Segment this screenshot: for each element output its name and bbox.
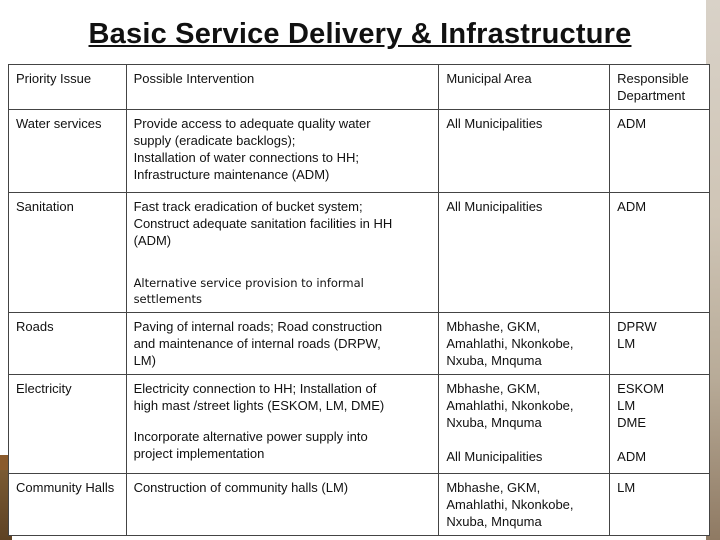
cell-issue: Community Halls [9,474,127,536]
table-row-sanitation [9,193,710,313]
dept-line-secondary: ADM [617,449,647,464]
area-line: Nxuba, Mnquma [446,353,542,368]
cell-issue: Electricity [9,375,127,474]
intervention-line: Construct adequate sanitation facilities in HH [133,216,393,231]
table-row-roads [9,313,710,375]
cell-dept: ADM [610,110,710,193]
dept-line: DME [617,415,647,430]
area-line: Amahlathi, Nkonkobe, [446,336,574,351]
intervention-line: Infrastructure maintenance (ADM) [133,167,330,182]
intervention-line: supply (eradicate backlogs); [133,133,296,148]
cell-area: All Municipalities [439,110,610,193]
area-line: Mbhashe, GKM, [446,480,541,495]
cell-dept: LM [610,474,710,536]
table-row-water [9,110,710,193]
intervention-line: high mast /street lights (ESKOM, LM, DME) [133,398,385,413]
cell-intervention [126,313,439,375]
cell-area: All Municipalities [439,193,610,313]
intervention-line: (ADM) [133,233,172,248]
dept-line: LM [617,398,636,413]
area-line: Nxuba, Mnquma [446,514,542,529]
note-line: settlements [133,292,202,306]
cell-dept [610,375,710,474]
header-possible-intervention: Possible Intervention [126,65,439,110]
intervention-line: Installation of water connections to HH; [133,150,360,165]
table-row-community-halls [9,474,710,536]
cell-intervention [126,375,439,474]
intervention-note [134,275,432,307]
cell-intervention [126,193,439,313]
note-line: Alternative service provision to informal [133,276,364,290]
cell-dept [610,313,710,375]
header-responsible-department: Responsible Department [610,65,710,110]
intervention-line: Provide access to adequate quality water [133,116,371,131]
intervention-line: Fast track eradication of bucket system; [133,199,363,214]
area-line: Amahlathi, Nkonkobe, [446,497,574,512]
service-delivery-table [8,64,710,536]
cell-issue: Sanitation [9,193,127,313]
header-municipal-area: Municipal Area [439,65,610,110]
cell-area [439,474,610,536]
cell-issue: Roads [9,313,127,375]
area-line: Amahlathi, Nkonkobe, [446,398,574,413]
intervention-secondary [134,428,432,462]
intervention-line: project implementation [133,446,265,461]
intervention-line: Incorporate alternative power supply into [133,429,368,444]
cell-dept: ADM [610,193,710,313]
area-line-secondary: All Municipalities [446,449,543,464]
dept-line: LM [617,336,636,351]
header-priority-issue: Priority Issue [9,65,127,110]
dept-line: DPRW [617,319,657,334]
intervention-line: and maintenance of internal roads (DRPW, [133,336,381,351]
table-row-electricity [9,375,710,474]
area-line: Nxuba, Mnquma [446,415,542,430]
intervention-line: LM) [133,353,156,368]
cell-issue: Water services [9,110,127,193]
cell-area [439,375,610,474]
page-title: Basic Service Delivery & Infrastructure [88,18,632,50]
intervention-line: Construction of community halls (LM) [133,480,349,495]
intervention-line: Paving of internal roads; Road construction [133,319,383,334]
area-line: Mbhashe, GKM, [446,319,541,334]
intervention-line: Electricity connection to HH; Installation of [133,381,377,396]
area-line: Mbhashe, GKM, [446,381,541,396]
cell-intervention [126,474,439,536]
cell-area [439,313,610,375]
cell-intervention [126,110,439,193]
dept-line: ESKOM [617,381,665,396]
table-header-row [9,65,710,110]
